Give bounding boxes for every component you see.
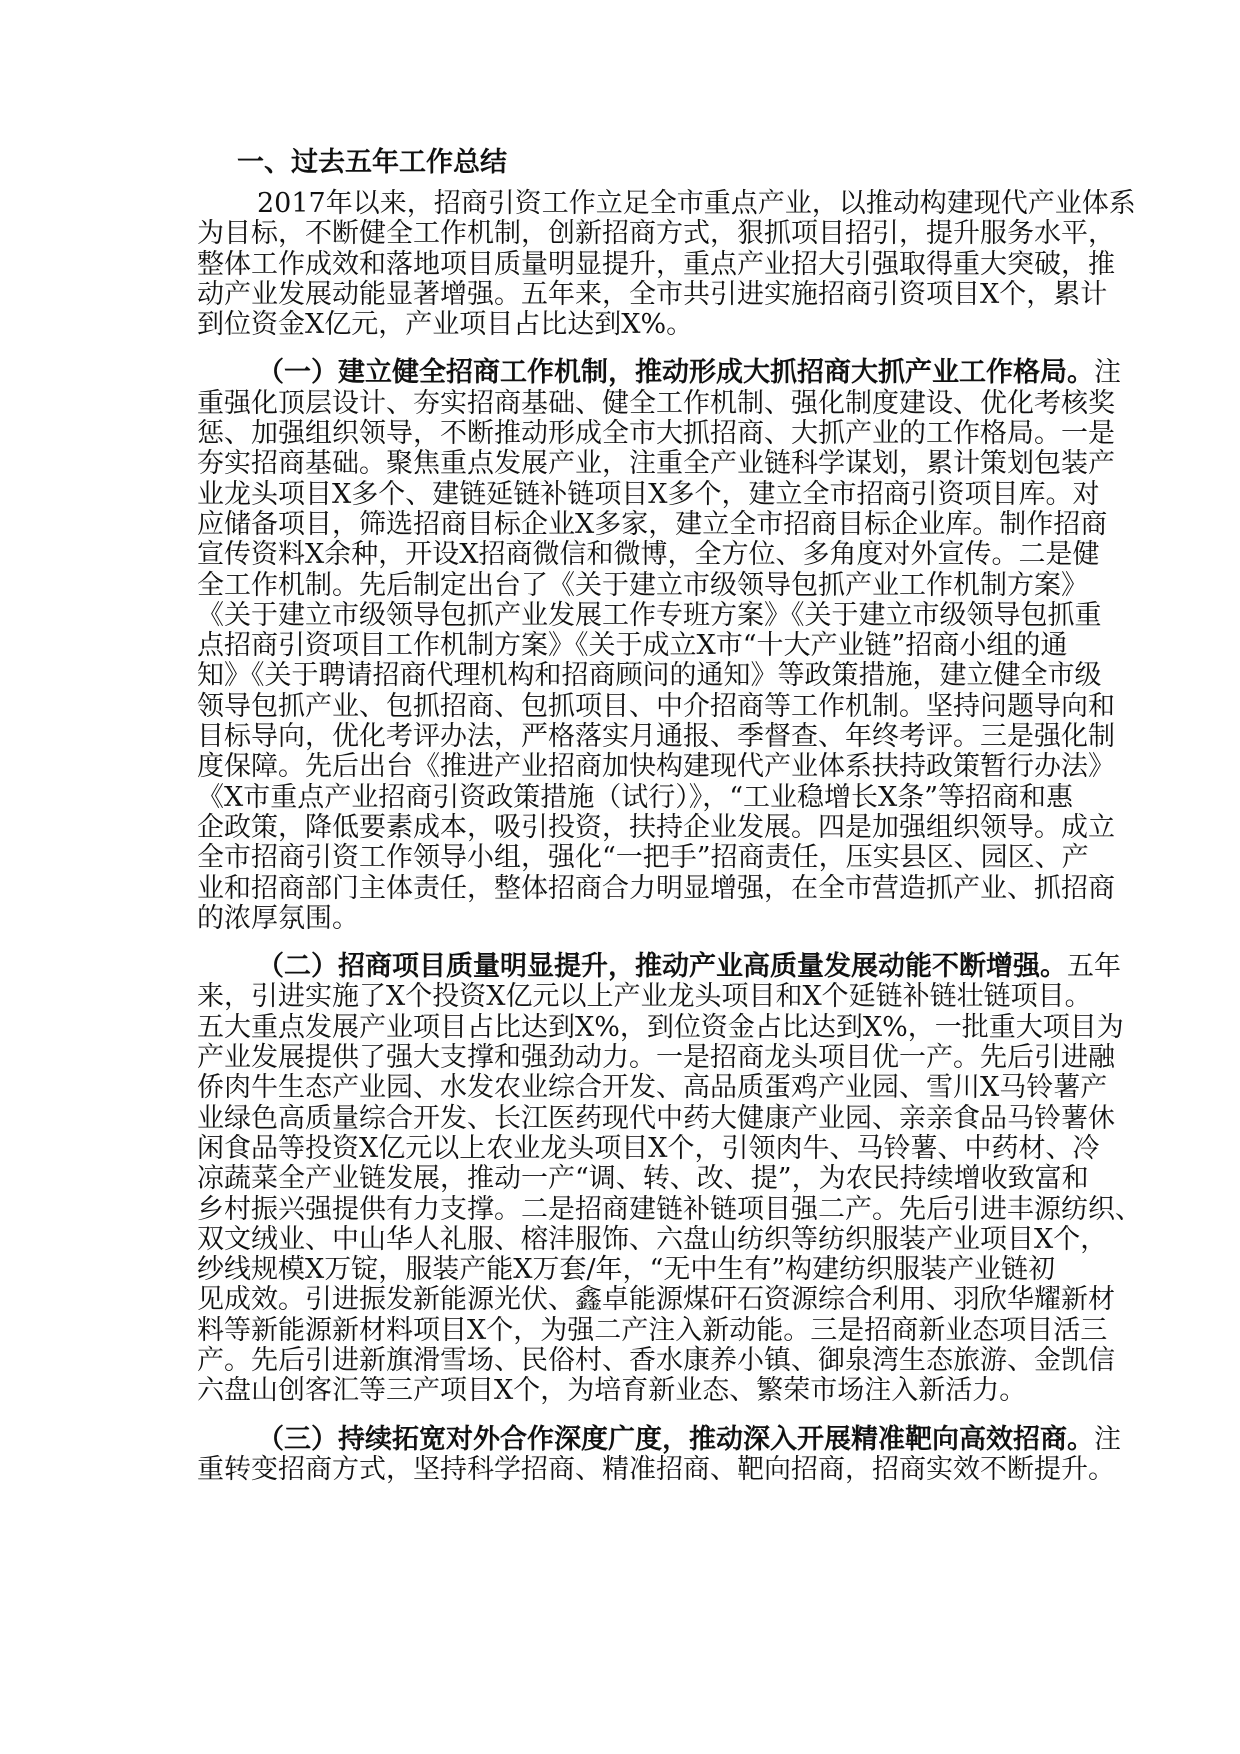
line-text: 2017年以来，招商引资工作立足全市重点产业，以推动构建现代产业体系 xyxy=(257,188,1136,219)
text-line xyxy=(197,811,1115,843)
line-text: 《关于建立市级领导包抓产业发展工作专班方案》《关于建立市级领导包抓重 xyxy=(197,599,1102,631)
text-line xyxy=(197,660,1102,692)
text-line xyxy=(197,1163,1089,1195)
line-text: 注 xyxy=(1094,357,1121,389)
line-text: 来，引进实施了X个投资X亿元以上产业龙头项目和X个延链补链壮链项目。 xyxy=(197,981,1092,1013)
line-text: 六盘山创客汇等三产项目X个，为培育新业态、繁荣市场注入新活力。 xyxy=(197,1375,1027,1407)
text-line xyxy=(197,1453,1115,1485)
text-line xyxy=(197,721,1115,753)
line-text: 重强化顶层设计、夯实招商基础、健全工作机制、强化制度建设、优化考核奖 xyxy=(197,387,1115,419)
text-line xyxy=(197,1254,1056,1286)
text-line xyxy=(197,387,1115,419)
text-line xyxy=(197,248,1115,280)
text-line xyxy=(197,357,1121,389)
line-text: 的浓厚氛围。 xyxy=(197,902,359,934)
text-line xyxy=(197,630,1068,662)
text-line xyxy=(197,1072,1108,1104)
text-line xyxy=(197,418,1115,450)
line-text: 双文绒业、中山华人礼服、榕沣服饰、六盘山纺织等纺织服装产业项目X个， xyxy=(197,1223,1108,1255)
document-body xyxy=(197,188,1142,1485)
text-line xyxy=(197,188,1136,219)
line-text: 注 xyxy=(1094,1423,1121,1455)
line-text: 为目标，不断健全工作机制，创新招商方式，狠抓项目招引，提升服务水平， xyxy=(197,218,1115,250)
line-text: 夯实招商基础。聚焦重点发展产业，注重全产业链科学谋划，累计策划包装产 xyxy=(197,448,1115,480)
text-line xyxy=(197,1132,1100,1164)
line-text: 五年 xyxy=(1067,951,1121,983)
subsection-title: （三）持续拓宽对外合作深度广度，推动深入开展精准靶向高效招商。 xyxy=(257,1423,1094,1455)
text-line xyxy=(197,1376,1043,1406)
line-text: 五大重点发展产业项目占比达到X%，到位资金占比达到X%，一批重大项目为 xyxy=(197,1011,1124,1043)
text-line xyxy=(197,690,1115,722)
line-text: 侨肉牛生态产业园、水发农业综合开发、高品质蛋鸡产业园、雪川X马铃薯产 xyxy=(197,1072,1108,1104)
line-text: 重转变招商方式，坚持科学招商、精准招商、靶向招商，招商实效不断提升。 xyxy=(197,1453,1115,1485)
text-line xyxy=(197,539,1100,571)
line-text: 全工作机制。先后制定出台了《关于建立市级领导包抓产业工作机制方案》 xyxy=(197,569,1088,601)
line-text: 点招商引资项目工作机制方案》《关于成立X市“十大产业链”招商小组的通 xyxy=(197,630,1068,662)
line-text: 宣传资料X余种，开设X招商微信和微博，全方位、多角度对外宣传。二是健 xyxy=(197,539,1100,571)
line-text: 度保障。先后出台《推进产业招商加快构建现代产业体系扶持政策暂行办法》 xyxy=(197,751,1115,783)
text-line xyxy=(197,448,1115,480)
line-text: 目标导向，优化考评办法，严格落实月通报、季督查、年终考评。三是强化制 xyxy=(197,721,1115,753)
text-line xyxy=(197,981,1092,1013)
text-line xyxy=(197,1102,1115,1134)
paragraph xyxy=(197,188,1136,341)
text-line xyxy=(197,842,1089,874)
paragraph xyxy=(197,951,1142,1407)
line-text: 业和招商部门主体责任，整体招商合力明显增强，在全市营造抓产业、抓招商 xyxy=(197,872,1115,904)
subsection-title: （一）建立健全招商工作机制，推动形成大抓招商大抓产业工作格局。 xyxy=(257,357,1094,389)
line-text: 整体工作成效和落地项目质量明显提升，重点产业招大引强取得重大突破，推 xyxy=(197,248,1115,280)
text-line xyxy=(197,1314,1108,1346)
line-text: 见成效。引进振发新能源光伏、鑫卓能源煤矸石资源综合利用、羽欣华耀新材 xyxy=(197,1284,1115,1316)
text-line xyxy=(197,1223,1108,1255)
line-text: 业龙头项目X多个、建链延链补链项目X多个，建立全市招商引资项目库。对 xyxy=(197,478,1100,510)
line-text: 领导包抓产业、包抓招商、包抓项目、中介招商等工作机制。坚持问题导向和 xyxy=(197,690,1115,722)
line-text: 乡村振兴强提供有力支撑。二是招商建链补链项目强二产。先后引进丰源纺织、 xyxy=(197,1193,1142,1225)
text-line xyxy=(197,781,1074,813)
line-text: 知》《关于聘请招商代理机构和招商顾问的通知》等政策措施，建立健全市级 xyxy=(197,660,1102,692)
text-line xyxy=(197,569,1088,601)
text-line xyxy=(197,1344,1115,1376)
text-line xyxy=(197,1284,1115,1316)
document-page xyxy=(197,147,1142,1503)
text-line xyxy=(197,751,1115,783)
text-line xyxy=(197,310,1043,340)
text-line xyxy=(197,1193,1142,1225)
text-line xyxy=(197,278,1108,310)
line-text: 纱线规模X万锭，服装产能X万套/年，“无中生有”构建纺织服装产业链初 xyxy=(197,1254,1056,1286)
line-text: 应储备项目，筛选招商目标企业X多家，建立全市招商目标企业库。制作招商 xyxy=(197,508,1108,540)
section-heading: 一、过去五年工作总结 xyxy=(237,147,507,178)
text-line xyxy=(197,872,1115,904)
line-text: 到位资金X亿元，产业项目占比达到X%。 xyxy=(197,309,694,341)
text-line xyxy=(197,904,1043,934)
text-line xyxy=(197,1011,1124,1043)
line-text: 产。先后引进新旗滑雪场、民俗村、香水康养小镇、御泉湾生态旅游、金凯信 xyxy=(197,1344,1115,1376)
line-text: 企政策，降低要素成本，吸引投资，扶持企业发展。四是加强组织领导。成立 xyxy=(197,811,1115,843)
line-text: 《X市重点产业招商引资政策措施（试行）》，“工业稳增长X条”等招商和惠 xyxy=(197,781,1074,813)
text-line xyxy=(197,1423,1121,1455)
text-line xyxy=(197,951,1121,983)
line-text: 闲食品等投资X亿元以上农业龙头项目X个，引领肉牛、马铃薯、中药材、冷 xyxy=(197,1132,1100,1164)
text-line xyxy=(197,599,1102,631)
text-line xyxy=(197,1042,1115,1074)
text-line xyxy=(197,508,1108,540)
line-text: 凉蔬菜全产业链发展，推动一产“调、转、改、提”，为农民持续增收致富和 xyxy=(197,1163,1089,1195)
line-text: 业绿色高质量综合开发、长江医药现代中药大健康产业园、亲亲食品马铃薯休 xyxy=(197,1102,1115,1134)
paragraph xyxy=(197,1423,1121,1486)
line-text: 产业发展提供了强大支撑和强劲动力。一是招商龙头项目优一产。先后引进融 xyxy=(197,1042,1115,1074)
paragraph xyxy=(197,357,1121,934)
line-text: 动产业发展动能显著增强。五年来，全市共引进实施招商引资项目X个，累计 xyxy=(197,278,1108,310)
subsection-title: （二）招商项目质量明显提升，推动产业高质量发展动能不断增强。 xyxy=(257,951,1067,983)
text-line xyxy=(197,478,1100,510)
text-line xyxy=(197,218,1115,250)
line-text: 全市招商引资工作领导小组，强化“一把手”招商责任，压实县区、园区、产 xyxy=(197,842,1089,874)
line-text: 料等新能源新材料项目X个，为强二产注入新动能。三是招商新业态项目活三 xyxy=(197,1314,1108,1346)
line-text: 惩、加强组织领导，不断推动形成全市大抓招商、大抓产业的工作格局。一是 xyxy=(197,418,1115,450)
